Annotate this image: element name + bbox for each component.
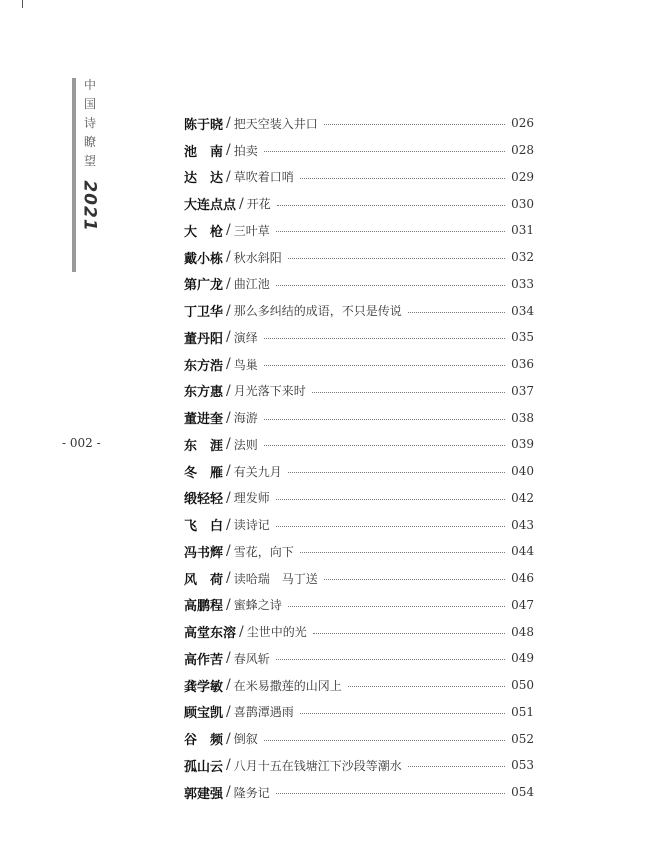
toc-page-number: 051 <box>511 704 534 719</box>
toc-page-number: 029 <box>511 169 534 184</box>
toc-entry[interactable] <box>184 618 534 645</box>
toc-author: 高作苦 <box>184 652 224 668</box>
toc-dot-leader <box>276 792 505 794</box>
toc-poem-title: 雪花，向下 <box>233 544 294 559</box>
toc-page-number: 030 <box>511 196 534 211</box>
toc-poem-title: 秋水斜阳 <box>233 250 282 265</box>
page-number: - 002 - <box>62 436 101 450</box>
toc-separator: / <box>226 356 231 373</box>
toc-dot-leader <box>264 418 505 420</box>
toc-separator: / <box>226 596 231 613</box>
toc-page-number: 049 <box>511 651 534 666</box>
toc-dot-leader <box>348 685 505 687</box>
toc-author: 飞 白 <box>184 519 224 535</box>
toc-author: 龚学敏 <box>184 679 224 695</box>
toc-dot-leader <box>276 230 505 232</box>
toc-entry[interactable] <box>184 752 534 779</box>
toc-separator: / <box>239 623 244 640</box>
toc-author: 高鹏程 <box>184 599 224 615</box>
toc-author: 缎轻轻 <box>184 492 224 508</box>
toc-author: 谷 频 <box>184 733 224 749</box>
toc-page-number: 032 <box>511 250 534 265</box>
toc-dot-leader <box>276 658 505 660</box>
toc-entry[interactable] <box>184 565 534 592</box>
toc-author: 冯书辉 <box>184 545 224 561</box>
toc-entry[interactable] <box>184 271 534 298</box>
table-of-contents <box>184 110 534 806</box>
toc-author: 陈于晓 <box>184 117 224 133</box>
toc-separator: / <box>239 195 244 212</box>
toc-page-number: 044 <box>511 544 534 559</box>
toc-page-number: 048 <box>511 624 534 639</box>
toc-author: 孤山云 <box>184 759 224 775</box>
toc-page-number: 050 <box>511 678 534 693</box>
toc-author: 冬 雁 <box>184 465 224 481</box>
toc-entry[interactable] <box>184 725 534 752</box>
toc-dot-leader <box>264 364 505 366</box>
toc-page-number: 043 <box>511 517 534 532</box>
toc-page-number: 026 <box>511 116 534 131</box>
toc-separator: / <box>226 249 231 266</box>
toc-separator: / <box>226 677 231 694</box>
toc-separator: / <box>226 489 231 506</box>
toc-dot-leader <box>313 632 505 634</box>
toc-dot-leader <box>408 765 505 767</box>
toc-poem-title: 鸟巢 <box>233 357 258 372</box>
vertical-book-title: 中国诗瞭望 <box>83 78 96 168</box>
toc-author: 东 涯 <box>184 438 224 454</box>
toc-entry[interactable] <box>184 645 534 672</box>
toc-separator: / <box>226 329 231 346</box>
toc-page-number: 034 <box>511 303 534 318</box>
toc-poem-title: 月光落下来时 <box>233 384 306 399</box>
toc-separator: / <box>226 382 231 399</box>
toc-dot-leader <box>312 391 505 393</box>
toc-author: 戴小栋 <box>184 251 224 267</box>
toc-poem-title: 蜜蜂之诗 <box>233 598 282 613</box>
toc-poem-title: 春风斩 <box>233 651 270 666</box>
toc-poem-title: 三叶草 <box>233 223 270 238</box>
toc-poem-title: 那么多纠结的成语，不只是传说 <box>233 304 402 319</box>
toc-entry[interactable] <box>184 592 534 619</box>
toc-poem-title: 读诗记 <box>233 518 270 533</box>
toc-page-number: 036 <box>511 357 534 372</box>
toc-page-number: 033 <box>511 276 534 291</box>
toc-entry[interactable] <box>184 297 534 324</box>
toc-entry[interactable] <box>184 217 534 244</box>
toc-entry[interactable] <box>184 699 534 726</box>
toc-page-number: 047 <box>511 597 534 612</box>
toc-dot-leader <box>277 204 505 206</box>
toc-separator: / <box>226 222 231 239</box>
toc-entry[interactable] <box>184 378 534 405</box>
toc-separator: / <box>226 570 231 587</box>
toc-entry[interactable] <box>184 324 534 351</box>
toc-separator: / <box>226 463 231 480</box>
toc-separator: / <box>226 275 231 292</box>
toc-separator: / <box>226 142 231 159</box>
toc-separator: / <box>226 543 231 560</box>
toc-separator: / <box>226 757 231 774</box>
year-mark <box>80 176 100 236</box>
toc-author: 达 达 <box>184 171 224 187</box>
toc-entry[interactable] <box>184 351 534 378</box>
toc-entry[interactable] <box>184 190 534 217</box>
toc-author: 郭建强 <box>184 786 224 802</box>
toc-dot-leader <box>288 471 505 473</box>
toc-poem-title: 把天空装入井口 <box>233 116 318 131</box>
toc-separator: / <box>226 302 231 319</box>
toc-author: 顾宝凯 <box>184 706 224 722</box>
toc-poem-title: 海游 <box>233 411 258 426</box>
toc-author: 董进奎 <box>184 412 224 428</box>
year-text: 2021 <box>80 180 101 232</box>
toc-author: 大 枪 <box>184 224 224 240</box>
toc-page-number: 038 <box>511 410 534 425</box>
toc-separator: / <box>226 703 231 720</box>
toc-poem-title: 在米易撒莲的山冈上 <box>233 678 342 693</box>
toc-entry[interactable] <box>184 164 534 191</box>
toc-poem-title: 理发师 <box>233 491 270 506</box>
toc-author: 董丹阳 <box>184 331 224 347</box>
toc-separator: / <box>226 784 231 801</box>
toc-dot-leader <box>408 311 505 313</box>
toc-poem-title: 法则 <box>233 437 258 452</box>
toc-page-number: 037 <box>511 383 534 398</box>
toc-poem-title: 曲江池 <box>233 277 270 292</box>
toc-entry[interactable] <box>184 538 534 565</box>
toc-entry[interactable] <box>184 431 534 458</box>
toc-entry[interactable] <box>184 485 534 512</box>
toc-page-number: 031 <box>511 223 534 238</box>
toc-poem-title: 读哈瑞 马丁送 <box>233 571 318 586</box>
toc-dot-leader <box>276 284 505 286</box>
toc-poem-title: 拍卖 <box>233 143 258 158</box>
toc-poem-title: 倒叙 <box>233 732 258 747</box>
toc-dot-leader <box>300 177 505 179</box>
toc-dot-leader <box>264 337 505 339</box>
toc-dot-leader <box>324 578 505 580</box>
toc-separator: / <box>226 409 231 426</box>
toc-poem-title: 八月十五在钱塘江下沙段等潮水 <box>233 758 402 773</box>
toc-poem-title: 隆务记 <box>233 785 270 800</box>
toc-author: 东方浩 <box>184 358 224 374</box>
toc-dot-leader <box>288 257 505 259</box>
toc-dot-leader <box>300 551 505 553</box>
toc-dot-leader <box>264 444 505 446</box>
toc-dot-leader <box>276 525 505 527</box>
toc-separator: / <box>226 115 231 132</box>
toc-page-number: 039 <box>511 437 534 452</box>
toc-separator: / <box>226 436 231 453</box>
toc-author: 风 荷 <box>184 572 224 588</box>
toc-poem-title: 开花 <box>246 197 271 212</box>
toc-poem-title: 喜鹊潭遇雨 <box>233 705 294 720</box>
toc-page-number: 035 <box>511 330 534 345</box>
toc-page-number: 052 <box>511 731 534 746</box>
toc-dot-leader <box>288 605 505 607</box>
toc-page-number: 040 <box>511 464 534 479</box>
toc-author: 丁卫华 <box>184 305 224 321</box>
toc-separator: / <box>226 168 231 185</box>
toc-poem-title: 有关九月 <box>233 464 282 479</box>
toc-entry[interactable] <box>184 511 534 538</box>
toc-dot-leader <box>264 739 505 741</box>
toc-separator: / <box>226 730 231 747</box>
toc-poem-title: 草吹着口哨 <box>233 170 294 185</box>
toc-dot-leader <box>276 498 505 500</box>
toc-separator: / <box>226 516 231 533</box>
toc-entry[interactable] <box>184 244 534 271</box>
toc-author: 大连点点 <box>184 198 237 214</box>
toc-author: 东方惠 <box>184 385 224 401</box>
toc-entry[interactable] <box>184 779 534 806</box>
toc-separator: / <box>226 650 231 667</box>
toc-author: 第广龙 <box>184 278 224 294</box>
toc-author: 高堂东溶 <box>184 626 237 642</box>
toc-entry[interactable] <box>184 110 534 137</box>
toc-page-number: 054 <box>511 785 534 800</box>
toc-page-number: 046 <box>511 571 534 586</box>
side-decorative-bar <box>72 78 76 272</box>
toc-entry[interactable] <box>184 672 534 699</box>
toc-entry[interactable] <box>184 458 534 485</box>
toc-poem-title: 尘世中的光 <box>246 625 307 640</box>
toc-poem-title: 演绎 <box>233 330 258 345</box>
toc-entry[interactable] <box>184 404 534 431</box>
toc-dot-leader <box>300 712 505 714</box>
toc-page-number: 028 <box>511 143 534 158</box>
toc-page-number: 042 <box>511 490 534 505</box>
toc-author: 池 南 <box>184 144 224 160</box>
corner-crop-mark <box>22 0 23 8</box>
toc-dot-leader <box>264 150 505 152</box>
toc-dot-leader <box>324 123 505 125</box>
toc-page-number: 053 <box>511 758 534 773</box>
toc-entry[interactable] <box>184 137 534 164</box>
